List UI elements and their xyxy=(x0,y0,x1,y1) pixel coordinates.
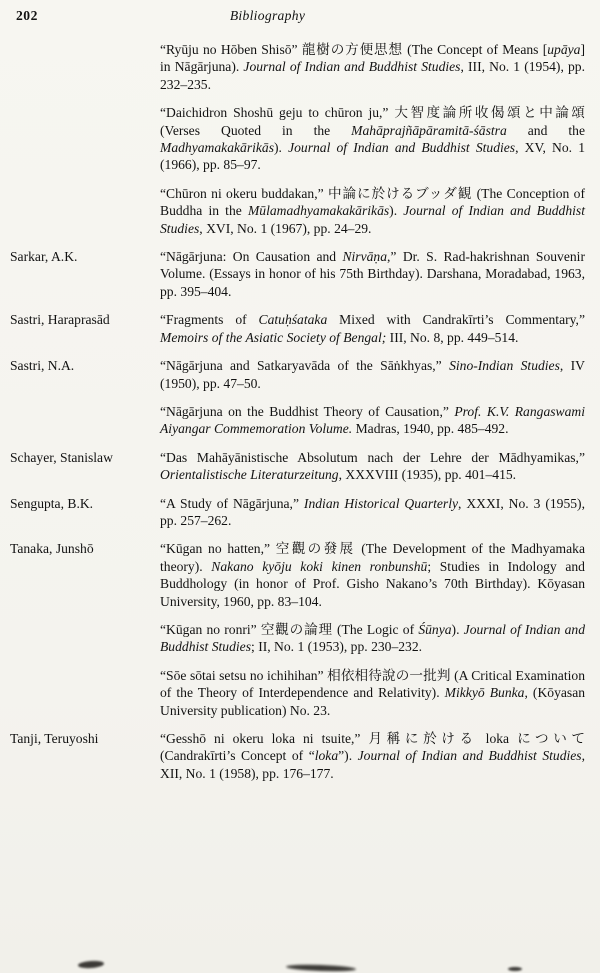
author-name xyxy=(10,403,160,438)
entry-text: “Kūgan no hatten,” 空觀の發展 (The Development of the Madhyamaka theory). Nakano kyōju koki kinen ronbunshū; Studies in Indology and Buddhology (in honor of Prof. Gisho Nakano’s 70th Birthday). Kōyasan University, 1960, pp. 83–104. xyxy=(160,541,585,609)
author-name xyxy=(10,621,160,656)
bibliography-row xyxy=(10,403,585,438)
author-name: Sarkar, A.K. xyxy=(10,249,78,265)
author-name: Sastri, N.A. xyxy=(10,358,75,374)
author-name: Tanaka, Junshō xyxy=(10,541,94,557)
author-name: Sastri, Haraprasād xyxy=(10,312,110,328)
scan-artifact xyxy=(508,967,522,971)
author-name xyxy=(10,41,160,93)
entry-text: “Sōe sōtai setsu no ichihihan” 相依相待說の一批判 (A Critical Examination of the Theory of Interdependence and Relativity). Mikkyō Bunka, (Kōyasan University publication) No. 23. xyxy=(160,667,586,718)
bibliography-list xyxy=(10,41,585,782)
scan-artifact xyxy=(78,960,104,969)
bibliography-row xyxy=(10,667,585,719)
author-name: Tanji, Teruyoshi xyxy=(10,731,99,746)
bibliography-row xyxy=(10,41,585,93)
author-name xyxy=(10,185,160,237)
entry-text: “Nāgārjuna: On Causation and Nirvāṇa,” Dr. S. Rad-hakrishnan Souvenir Volume. (Essays in honor of his 75th Birthday). Darshana, Moradabad, 1963, pp. 395–404. xyxy=(160,249,585,299)
author-name xyxy=(10,667,160,719)
bibliography-row xyxy=(10,449,585,484)
author-name: Sengupta, B.K. xyxy=(10,495,94,511)
entry-text: “Ryūju no Hōben Shisō” 龍樹の方便思想 (The Concept of Means [upāya] in Nāgārjuna). Journal of Indian and Buddhist Studies, III, No. 1 (1954), pp. 232–235. xyxy=(160,42,585,92)
entry-text: “Fragments of Catuḥśataka Mixed with Candrakīrti’s Commentary,” Memoirs of the Asiatic Society of Bengal; III, No. 8, pp. 449–514. xyxy=(160,312,585,345)
entry-text: “Chūron ni okeru buddakan,” 中論に於けるブッダ観 (The Conception of Buddha in the Mūlamadhyamakakārikās). Journal of Indian and Buddhist Studies, XVI, No. 1 (1967), pp. 24–29. xyxy=(160,185,585,236)
scan-artifact xyxy=(286,964,356,972)
page-header xyxy=(10,7,585,27)
entry-text: “Nāgārjuna on the Buddhist Theory of Causation,” Prof. K.V. Rangaswami Aiyangar Commemoration Volume. Madras, 1940, pp. 485–492. xyxy=(160,403,585,437)
entry-text: “Nāgārjuna and Satkaryavāda of the Sāṅkhyas,” Sino-Indian Studies, IV (1950), pp. 47–50. xyxy=(160,358,585,391)
entry-text: “Das Mahāyānistische Absolutum nach der Lehre der Mādhyamikas,” Orientalistische Literaturzeitung, XXXVIII (1935), pp. 401–415. xyxy=(160,449,585,483)
bibliography-row xyxy=(10,730,585,782)
bibliography-row xyxy=(10,185,585,237)
page-number: 202 xyxy=(16,8,38,23)
bibliography-row xyxy=(10,621,585,656)
bibliography-row xyxy=(10,540,585,610)
bibliography-row xyxy=(10,311,585,346)
page-title: Bibliography xyxy=(229,8,306,23)
author-name xyxy=(10,104,160,174)
entry-text: “Daichidron Shoshū geju to chūron ju,” 大智度論所收偈頌と中論頌 (Verses Quoted in the Mahāprajñāpāramitā-śāstra and the Madhyamakakārikās). Journal of Indian and Buddhist Studies, XV, No. 1 (1966), pp. 85–97. xyxy=(160,105,585,173)
bibliography-row xyxy=(10,104,585,174)
bibliography-row xyxy=(10,248,585,300)
entry-text: “Kūgan no ronri” 空觀の論理 (The Logic of Śūnya). Journal of Indian and Buddhist Studies; II, No. 1 (1953), pp. 230–232. xyxy=(160,621,585,655)
bibliography-row xyxy=(10,495,585,530)
bibliography-row xyxy=(10,357,585,392)
entry-text: “A Study of Nāgārjuna,” Indian Historical Quarterly, XXXI, No. 3 (1955), pp. 257–262. xyxy=(160,495,585,528)
entry-text: “Gesshō ni okeru loka ni tsuite,” 月稱に於ける loka について (Candrakīrti’s Concept of “loka”). Journal of Indian and Buddhist Studies, XII, No. 1 (1958), pp. 176–177. xyxy=(160,731,585,781)
author-name: Schayer, Stanislaw xyxy=(10,449,113,465)
